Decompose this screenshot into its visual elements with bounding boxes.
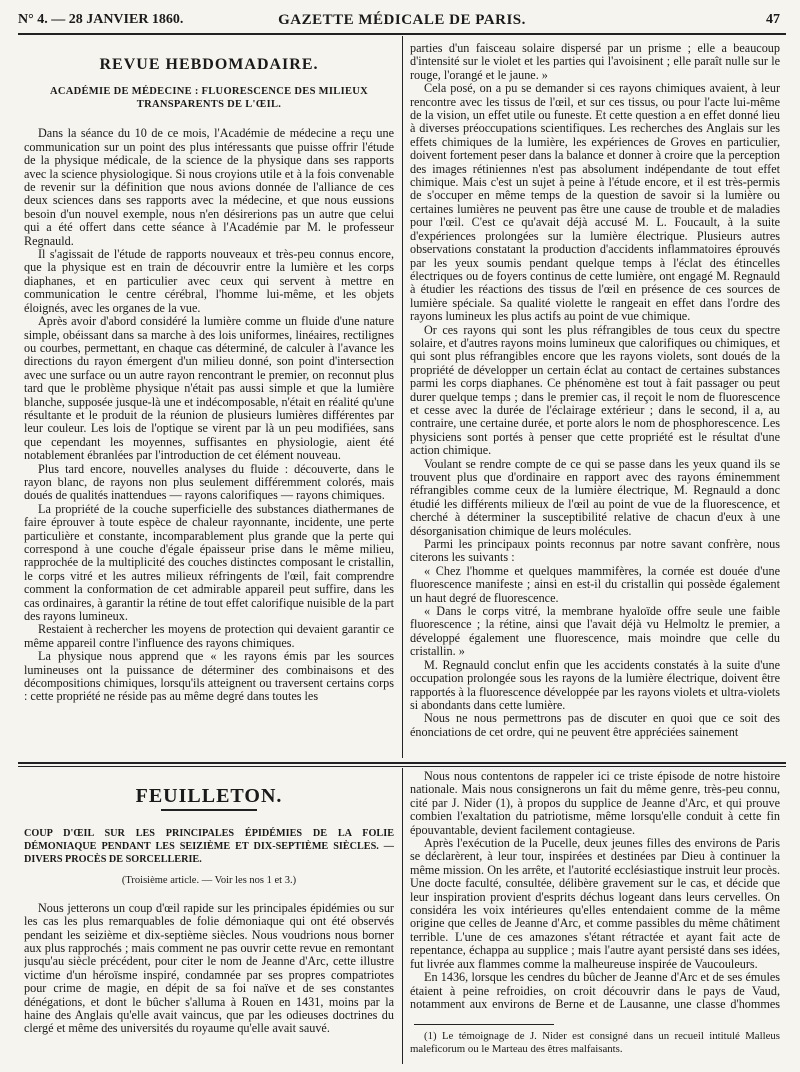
- feuilleton-right-column: [410, 770, 780, 1010]
- revue-subhead: ACADÉMIE DE MÉDECINE : FLUORESCENCE DES MILIEUX TRANSPARENTS DE L'ŒIL.: [49, 86, 369, 111]
- paragraph: La physique nous apprend que « les rayons émis par les sources lumineuses ont la puissance de déterminer des combinaisons et des décompositions chimiques, lorsqu'ils atteignent ou traversent certains corps : cette propriété ne réside pas au même degré dans toutes les: [24, 649, 394, 704]
- column-divider-bottom: [402, 768, 403, 1064]
- paragraph: « Dans le corps vitré, la membrane hyaloïde offre seule une faible fluorescence ; la rétine, ainsi que l'avait déjà vu Helmoltz le premier, a développé également une fluorescence, mais moindre que celle du cristallin. »: [410, 604, 780, 659]
- footnote-text: (1) Le témoignage de J. Nider est consigné dans un recueil intitulé Malleus maleficorum ou le Marteau des êtres malfaisants.: [410, 1030, 780, 1055]
- feuilleton-subhead: COUP D'ŒIL SUR LES PRINCIPALES ÉPIDÉMIES DE LA FOLIE DÉMONIAQUE PENDANT LES SEIZIÈME ET DIX-SEPTIÈME SIÈCLES. — DIVERS PROCÈS DE SORCELLERIE.: [24, 828, 394, 866]
- page-number: 47: [766, 12, 780, 27]
- paragraph: Cela posé, on a pu se demander si ces rayons chimiques avaient, à leur rencontre avec les tissus de l'œil, et sur ces tissus, ou pour l'acte lui-même de la vision, un effet utile ou funeste. Et cette question a en effet donné lieu à diverses préoccupations scientifiques. Les recherches des Anglais sur les effets chimiques de la lumière, les expériences de Groves en particulier, doivent fortement peser dans la balance et donner à croire que la perception des images rétiniennes n'est pas absolument indépendante de tout effet chimique. Mais c'est un sujet à peine à l'étude encore, et il est très-permis de s'occuper en même temps de la question de savoir si la lumière ou certaines lumières ne peuvent pas être une cause de trouble et de maladies pour l'œil. C'est ce qu'avait déjà accusé M. L. Foucault, à la suite d'expériences prolongées sur la lumière électrique. Plusieurs autres observations constatant la production d'accidents inflammatoires éprouvés par les yeux soumis pendant quelque temps à l'éclat des étincelles électriques ou de foyers continus de cette lumière, ont engagé M. Regnauld à étudier les réactions des tissus de l'œil en présence de ces sources de lumière spéciale. Sa qualité violette le rangeait en effet dans l'ordre des rayons lumineux les plus actifs au point de vue chimique.: [410, 81, 780, 324]
- column-divider-top: [402, 36, 403, 758]
- footnote: [410, 1030, 780, 1066]
- feuilleton-rule: [18, 762, 786, 764]
- feuilleton-rule-thin: [18, 766, 786, 767]
- header-rule: [18, 33, 786, 35]
- paragraph: Après avoir d'abord considéré la lumière comme un fluide d'une nature simple, obéissant dans sa marche à des lois uniformes, linéaires, rectilignes ou courbes, permettant, en chaque cas déterminé, de calculer à l'avance les directions du rayon émergent d'un milieu donné, son point d'intersection avec une surface ou un autre rayon rencontrant le premier, on reconnut plus tard que le problème physique n'était pas aussi simple et que la lumière blanche, supposée jusque-là une et indécomposable, n'était en réalité qu'une résultante et le produit de la réunion de plusieurs lumières différentes par leur couleur. Les lois de l'optique se virent par là un peu modifiées, sans que cependant les moyennes, suffisantes en physiologie, aient été notablement ébranlées par l'introduction de cet élément nouveau.: [24, 314, 394, 463]
- issue-number: N° 4. — 28 JANVIER 1860.: [18, 12, 184, 27]
- paragraph: Il s'agissait de l'étude de rapports nouveaux et très-peu connus encore, que la physique est en train de découvrir entre la lumière et les corps diaphanes, et en particulier avec ceux qui servent à mettre en communication le centre cérébral, l'homme lui-même, et les objets éloignés, avec les organes de la vue.: [24, 247, 394, 315]
- paragraph: Dans la séance du 10 de ce mois, l'Académie de médecine a reçu une communication sur un point des plus intéressants que puisse offrir l'étude de la physique médicale, de la science de la physique dans ses rapports avec la science physiologique. Si nous croyions utile et à la fois convenable de revenir sur la définition que nous avions donnée de l'alliance de ces deux sciences dans ses rapports avec la médecine, et que nous eussions besoin d'un nouvel exemple, nous n'en désirerions pas un autre que celui qui a été offert dans cette séance à l'Académie par M. le professeur Regnauld.: [24, 126, 394, 248]
- paragraph: Plus tard encore, nouvelles analyses du fluide : découverte, dans le rayon blanc, de rayons non plus seulement différemment colorés, mais doués de qualités inattendues — rayons calorifiques — rayons chimiques.: [24, 461, 394, 503]
- paragraph: Voulant se rendre compte de ce qui se passe dans les yeux quand ils se trouvent plus que d'ordinaire en rapport avec des rayons éminemment réfrangibles comme ceux de la lumière électrique, M. Regnauld a donc étudié les différents milieux de l'œil au point de vue de la fluorescence, et cherché à déterminer la susceptibilité relative de chacun d'eux à une désorganisation chimique de leurs molécules.: [410, 456, 780, 538]
- revue-right-column: [410, 42, 780, 758]
- paragraph: « Chez l'homme et quelques mammifères, la cornée est douée d'une fluorescence manifeste ; ainsi en est-il du cristallin qui possède également un haut degré de fluorescence.: [410, 563, 780, 605]
- paragraph: Or ces rayons qui sont les plus réfrangibles de tous ceux du spectre solaire, et d'autres rayons moins lumineux que calorifiques ou chimiques, et qui sont plus réfrangibles encore que les rayons violets, sont doués de la propriété de développer un certain éclat au contact de certaines substances parmi les corps diaphanes. Ce phénomène est tout à fait passager ou peut durer quelque temps ; dans le premier cas, il reçoit le nom de fluorescence et cesse avec la durée de l'éclairage extérieur ; dans le second, il a, au contraire, une certaine durée, et porte alors le nom de phosphorescence. Les physiciens sont portés à penser que cette propriété est le résultat d'une action chimique.: [410, 322, 780, 458]
- journal-title: GAZETTE MÉDICALE DE PARIS.: [278, 12, 526, 28]
- paragraph: La propriété de la couche superficielle des substances diathermanes de faire éprouver à toute espèce de chaleur rayonnante, incidente, une perte particulière et constante, incomparablement plus grande que la perte qui correspond à une couche d'égale épaisseur prise dans le même milieu, rapprochée de la multiplicité des couches distinctes composant le cristallin, le corps vitré et les autres milieux réfringents de l'œil, fait comprendre comment la conformation de cet admirable appareil peut suffire, dans les cas ordinaires, à garantir la rétine de tout effet calorifique nuisible de la part des rayons lumineux.: [24, 501, 394, 624]
- footnote-rule: [414, 1024, 554, 1025]
- paragraph: Restaient à rechercher les moyens de protection qui devaient garantir ce même appareil contre l'influence des rayons chimiques.: [24, 622, 394, 650]
- paragraph: Nous nous contentons de rappeler ici ce triste épisode de notre histoire nationale. Mais nous consignerons un fait du même genre, très-peu connu, cité par J. Nider (1), à propos du supplice de Jeanne d'Arc, et qui prouve combien l'exaltation du patriotisme, même lorsqu'elle conduit à cette fin épouvantable, devient facilement contagieuse.: [410, 770, 780, 837]
- feuilleton-left-column: [24, 768, 394, 1068]
- paragraph: parties d'un faisceau solaire dispersé par un prisme ; elle a beaucoup d'intensité sur le violet et les parties qui l'avoisinent ; elle paraît nulle sur le rouge, l'orangé et le jaune. »: [410, 42, 780, 82]
- paragraph: Parmi les principaux points reconnus par notre savant confrère, nous citerons les suivants :: [410, 537, 780, 565]
- feuilleton-title: FEUILLETON.: [135, 785, 283, 807]
- paragraph: En 1436, lorsque les cendres du bûcher de Jeanne d'Arc et de ses émules étaient à peine refroidies, on croit découvrir dans le pays de Vaud, notamment aux environs de Berne et de Lausanne, une classe d'hommes: [410, 970, 780, 1010]
- paragraph: M. Regnauld conclut enfin que les accidents constatés à la suite d'une occupation prolongée sous les rayons de la lumière électrique, doivent être rapportés à la fluorescence développée par les rayons violets et ultra-violets si abondants dans cette lumière.: [410, 657, 780, 712]
- article-reference: (Troisième article. — Voir les nos 1 et 3.): [121, 875, 297, 887]
- paragraph: Nous ne nous permettrons pas de discuter en quoi que ce soit des énonciations de cet ordre, qui ne peuvent être appréciées sainement: [410, 711, 780, 739]
- revue-left-column: [24, 36, 394, 758]
- revue-title: REVUE HEBDOMADAIRE.: [99, 56, 319, 73]
- paragraph: Après l'exécution de la Pucelle, deux jeunes filles des environs de Paris se déclarèrent, à leur tour, inspirées et destinées par Dieu à continuer la même mission. On les arrête, et l'autorité ecclésiastique instruit leur procès. Une docte faculté, consultée, délibère gravement sur le cas, et décide que leur inspiration provient d'esprits déchus logeant dans leurs cervelles. On considéra les voix intérieures qu'elles entendaient comme de la même origine que celles de Jeanne d'Arc, et comme passibles du même châtiment terrible. L'une de ces amazones s'étant rétractée et ayant fait acte de repentance, échappa au supplice ; mais l'autre ayant persisté dans ses idées, fut livrée aux flammes comme la malheureuse inspirée de Vaucouleurs.: [410, 836, 780, 971]
- page-header: [18, 10, 786, 32]
- paragraph: Nous jetterons un coup d'œil rapide sur les principales épidémies ou sur les cas les plus remarquables de folie démoniaque qui ont été observés pendant les seizième et dix-septième siècles. Nous voudrions nous borner aux plus rapprochés ; mais comment ne pas ouvrir cette revue en remontant jusqu'au siècle précédent, pour citer le nom de Jeanne d'Arc, cette illustre victime d'un héroïsme inspiré, condamnée par ses propres compatriotes pour crime de magie, en dépit de sa foi naïve et de ses constantes dénégations, et dont le bûcher s'alluma à Rouen en 1431, moins par la haine des Anglais qu'elle avait vaincus, que par les odieuses doctrines du clergé et même des universités du royaume qu'elle avait sauvé.: [24, 900, 394, 1036]
- feuilleton-title-underline: [161, 809, 257, 811]
